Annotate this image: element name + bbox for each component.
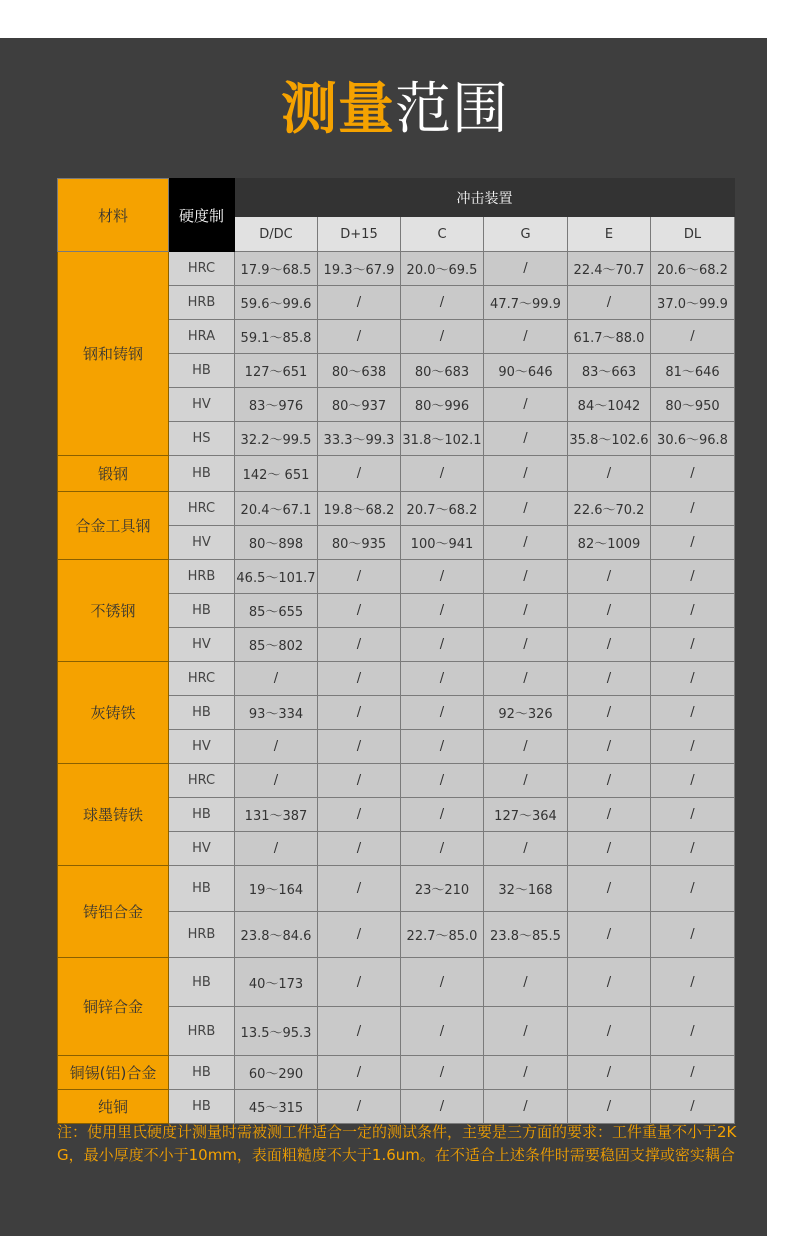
range-value-cell: / bbox=[484, 730, 568, 764]
range-value-cell: 33.3～99.3 bbox=[318, 422, 401, 456]
range-value-cell: 19.8～68.2 bbox=[318, 492, 401, 526]
range-value-cell: / bbox=[401, 958, 484, 1007]
range-value-cell: / bbox=[318, 286, 401, 320]
page-title bbox=[0, 78, 790, 142]
range-value-cell: / bbox=[568, 286, 651, 320]
material-cell: 锻钢 bbox=[58, 456, 169, 492]
range-value-cell: / bbox=[651, 958, 735, 1007]
range-value-cell: 100～941 bbox=[401, 526, 484, 560]
hardness-scale-header: 硬度制 bbox=[169, 179, 235, 252]
range-value-cell: / bbox=[318, 456, 401, 492]
range-value-cell: 93～334 bbox=[235, 696, 318, 730]
range-value-cell: 20.0～69.5 bbox=[401, 252, 484, 286]
material-cell: 铸铝合金 bbox=[58, 866, 169, 958]
range-value-cell: / bbox=[318, 912, 401, 958]
hardness-scale-cell: HB bbox=[169, 958, 235, 1007]
range-value-cell: / bbox=[235, 662, 318, 696]
table-row bbox=[58, 1056, 735, 1090]
range-value-cell: / bbox=[401, 560, 484, 594]
range-value-cell: 23.8～85.5 bbox=[484, 912, 568, 958]
range-value-cell: 127～651 bbox=[235, 354, 318, 388]
table-row bbox=[58, 252, 735, 286]
range-value-cell: / bbox=[484, 958, 568, 1007]
range-value-cell: 80～935 bbox=[318, 526, 401, 560]
device-column-header: C bbox=[401, 217, 484, 252]
range-value-cell: / bbox=[568, 1056, 651, 1090]
range-value-cell: / bbox=[235, 730, 318, 764]
hardness-scale-cell: HV bbox=[169, 730, 235, 764]
range-value-cell: / bbox=[318, 560, 401, 594]
range-value-cell: 92～326 bbox=[484, 696, 568, 730]
range-value-cell: / bbox=[401, 286, 484, 320]
range-value-cell: 80～950 bbox=[651, 388, 735, 422]
device-column-header: G bbox=[484, 217, 568, 252]
range-value-cell: / bbox=[401, 764, 484, 798]
hardness-scale-cell: HV bbox=[169, 388, 235, 422]
range-value-cell: / bbox=[651, 628, 735, 662]
hardness-scale-cell: HB bbox=[169, 1090, 235, 1124]
range-value-cell: / bbox=[568, 912, 651, 958]
range-value-cell: / bbox=[318, 1056, 401, 1090]
footnote: 注：使用里氏硬度计测量时需被测工件适合一定的测试条件，主要是三方面的要求：工件重量不小于2KG，最小厚度不小于10mm，表面粗糙度不大于1.6um。在不适合上述条件时需要稳固支撑或密实耦合 bbox=[57, 1123, 737, 1164]
range-value-cell: 23～210 bbox=[401, 866, 484, 912]
range-value-cell: / bbox=[401, 798, 484, 832]
range-value-cell: / bbox=[484, 492, 568, 526]
table-body bbox=[58, 252, 735, 1124]
range-value-cell: / bbox=[401, 696, 484, 730]
measurement-range-table bbox=[57, 178, 735, 1124]
range-value-cell: / bbox=[568, 764, 651, 798]
range-value-cell: / bbox=[568, 456, 651, 492]
range-value-cell: 30.6～96.8 bbox=[651, 422, 735, 456]
range-value-cell: / bbox=[651, 1007, 735, 1056]
range-value-cell: 35.8～102.6 bbox=[568, 422, 651, 456]
range-value-cell: / bbox=[235, 764, 318, 798]
range-value-cell: / bbox=[484, 1056, 568, 1090]
range-value-cell: / bbox=[484, 456, 568, 492]
range-value-cell: 83～976 bbox=[235, 388, 318, 422]
hardness-scale-cell: HV bbox=[169, 628, 235, 662]
range-value-cell: 22.7～85.0 bbox=[401, 912, 484, 958]
range-value-cell: 22.4～70.7 bbox=[568, 252, 651, 286]
range-value-cell: / bbox=[318, 798, 401, 832]
range-value-cell: / bbox=[651, 764, 735, 798]
range-value-cell: / bbox=[318, 696, 401, 730]
material-cell: 不锈钢 bbox=[58, 560, 169, 662]
hardness-scale-cell: HV bbox=[169, 526, 235, 560]
range-value-cell: 37.0～99.9 bbox=[651, 286, 735, 320]
hardness-scale-cell: HRC bbox=[169, 252, 235, 286]
range-value-cell: / bbox=[651, 832, 735, 866]
range-value-cell: / bbox=[651, 492, 735, 526]
range-value-cell: / bbox=[401, 832, 484, 866]
range-value-cell: / bbox=[318, 832, 401, 866]
range-value-cell: 131～387 bbox=[235, 798, 318, 832]
device-column-header: DL bbox=[651, 217, 735, 252]
impact-device-header: 冲击装置 bbox=[235, 179, 735, 217]
range-value-cell: / bbox=[318, 958, 401, 1007]
range-value-cell: / bbox=[568, 730, 651, 764]
range-value-cell: / bbox=[568, 594, 651, 628]
hardness-scale-cell: HRC bbox=[169, 492, 235, 526]
device-column-header: E bbox=[568, 217, 651, 252]
range-value-cell: 23.8～84.6 bbox=[235, 912, 318, 958]
range-value-cell: 20.4～67.1 bbox=[235, 492, 318, 526]
table-row bbox=[58, 764, 735, 798]
range-value-cell: / bbox=[484, 526, 568, 560]
range-value-cell: 81～646 bbox=[651, 354, 735, 388]
range-value-cell: / bbox=[318, 730, 401, 764]
hardness-scale-cell: HRA bbox=[169, 320, 235, 354]
range-value-cell: 59.1～85.8 bbox=[235, 320, 318, 354]
range-value-cell: / bbox=[318, 866, 401, 912]
range-value-cell: 82～1009 bbox=[568, 526, 651, 560]
range-value-cell: / bbox=[401, 320, 484, 354]
hardness-scale-cell: HB bbox=[169, 354, 235, 388]
range-value-cell: / bbox=[318, 628, 401, 662]
range-value-cell: 32.2～99.5 bbox=[235, 422, 318, 456]
range-value-cell: 84～1042 bbox=[568, 388, 651, 422]
range-value-cell: 61.7～88.0 bbox=[568, 320, 651, 354]
range-value-cell: / bbox=[401, 456, 484, 492]
range-value-cell: / bbox=[318, 764, 401, 798]
range-value-cell: 60～290 bbox=[235, 1056, 318, 1090]
range-value-cell: / bbox=[318, 1007, 401, 1056]
material-cell: 合金工具钢 bbox=[58, 492, 169, 560]
range-value-cell: / bbox=[484, 1090, 568, 1124]
range-value-cell: 32～168 bbox=[484, 866, 568, 912]
range-value-cell: 127～364 bbox=[484, 798, 568, 832]
range-value-cell: / bbox=[651, 526, 735, 560]
material-cell: 球墨铸铁 bbox=[58, 764, 169, 866]
range-value-cell: 40～173 bbox=[235, 958, 318, 1007]
hardness-scale-cell: HB bbox=[169, 456, 235, 492]
table-row bbox=[58, 1090, 735, 1124]
table-row bbox=[58, 662, 735, 696]
hardness-scale-cell: HRB bbox=[169, 1007, 235, 1056]
range-value-cell: / bbox=[568, 662, 651, 696]
range-value-cell: / bbox=[568, 560, 651, 594]
range-value-cell: 142～ 651 bbox=[235, 456, 318, 492]
range-value-cell: / bbox=[568, 798, 651, 832]
range-value-cell: / bbox=[484, 422, 568, 456]
range-value-cell: / bbox=[484, 594, 568, 628]
table-row bbox=[58, 958, 735, 1007]
hardness-scale-cell: HRC bbox=[169, 662, 235, 696]
hardness-scale-cell: HB bbox=[169, 798, 235, 832]
range-value-cell: / bbox=[235, 832, 318, 866]
range-value-cell: / bbox=[318, 662, 401, 696]
material-cell: 铜锡(铝)合金 bbox=[58, 1056, 169, 1090]
hardness-scale-cell: HRC bbox=[169, 764, 235, 798]
table-row bbox=[58, 492, 735, 526]
range-value-cell: / bbox=[484, 832, 568, 866]
range-value-cell: / bbox=[651, 456, 735, 492]
range-value-cell: 90～646 bbox=[484, 354, 568, 388]
range-value-cell: / bbox=[484, 560, 568, 594]
range-value-cell: 59.6～99.6 bbox=[235, 286, 318, 320]
device-column-header: D+15 bbox=[318, 217, 401, 252]
range-value-cell: / bbox=[651, 320, 735, 354]
material-cell: 灰铸铁 bbox=[58, 662, 169, 764]
range-value-cell: / bbox=[484, 662, 568, 696]
hardness-scale-cell: HB bbox=[169, 594, 235, 628]
range-value-cell: / bbox=[401, 662, 484, 696]
range-value-cell: / bbox=[651, 696, 735, 730]
table-row bbox=[58, 456, 735, 492]
material-cell: 钢和铸钢 bbox=[58, 252, 169, 456]
range-value-cell: / bbox=[568, 1007, 651, 1056]
range-value-cell: 17.9～68.5 bbox=[235, 252, 318, 286]
range-value-cell: 20.7～68.2 bbox=[401, 492, 484, 526]
range-value-cell: / bbox=[651, 798, 735, 832]
range-value-cell: 80～638 bbox=[318, 354, 401, 388]
table-row bbox=[58, 866, 735, 912]
range-value-cell: / bbox=[651, 866, 735, 912]
range-value-cell: 80～683 bbox=[401, 354, 484, 388]
hardness-scale-cell: HB bbox=[169, 1056, 235, 1090]
range-value-cell: 47.7～99.9 bbox=[484, 286, 568, 320]
range-value-cell: / bbox=[401, 1090, 484, 1124]
range-value-cell: / bbox=[651, 560, 735, 594]
range-value-cell: 22.6～70.2 bbox=[568, 492, 651, 526]
range-value-cell: / bbox=[568, 696, 651, 730]
title-highlight: 测量 bbox=[281, 77, 395, 142]
hardness-scale-cell: HB bbox=[169, 866, 235, 912]
range-value-cell: / bbox=[401, 628, 484, 662]
range-value-cell: / bbox=[651, 912, 735, 958]
range-value-cell: / bbox=[568, 958, 651, 1007]
range-value-cell: / bbox=[568, 866, 651, 912]
range-value-cell: 13.5～95.3 bbox=[235, 1007, 318, 1056]
range-value-cell: / bbox=[401, 1056, 484, 1090]
range-value-cell: / bbox=[484, 252, 568, 286]
range-value-cell: / bbox=[401, 594, 484, 628]
range-value-cell: 19.3～67.9 bbox=[318, 252, 401, 286]
hardness-scale-cell: HRB bbox=[169, 286, 235, 320]
range-value-cell: 45～315 bbox=[235, 1090, 318, 1124]
range-value-cell: 80～937 bbox=[318, 388, 401, 422]
range-value-cell: / bbox=[484, 628, 568, 662]
device-column-header: D/DC bbox=[235, 217, 318, 252]
hardness-scale-cell: HB bbox=[169, 696, 235, 730]
range-value-cell: / bbox=[318, 1090, 401, 1124]
range-value-cell: 19～164 bbox=[235, 866, 318, 912]
range-value-cell: / bbox=[651, 730, 735, 764]
table-row bbox=[58, 560, 735, 594]
range-value-cell: / bbox=[651, 1056, 735, 1090]
range-value-cell: 31.8～102.1 bbox=[401, 422, 484, 456]
material-cell: 纯铜 bbox=[58, 1090, 169, 1124]
range-value-cell: / bbox=[568, 1090, 651, 1124]
range-value-cell: / bbox=[651, 594, 735, 628]
range-value-cell: 85～802 bbox=[235, 628, 318, 662]
material-header: 材料 bbox=[58, 179, 169, 252]
hardness-scale-cell: HV bbox=[169, 832, 235, 866]
range-value-cell: / bbox=[484, 388, 568, 422]
range-value-cell: 85～655 bbox=[235, 594, 318, 628]
range-value-cell: 20.6～68.2 bbox=[651, 252, 735, 286]
hardness-scale-cell: HRB bbox=[169, 560, 235, 594]
range-value-cell: / bbox=[484, 320, 568, 354]
range-value-cell: / bbox=[484, 764, 568, 798]
range-value-cell: / bbox=[568, 832, 651, 866]
range-value-cell: 46.5～101.7 bbox=[235, 560, 318, 594]
hardness-scale-cell: HS bbox=[169, 422, 235, 456]
range-value-cell: 80～996 bbox=[401, 388, 484, 422]
range-value-cell: / bbox=[318, 320, 401, 354]
range-value-cell: / bbox=[484, 1007, 568, 1056]
hardness-scale-cell: HRB bbox=[169, 912, 235, 958]
title-rest: 范围 bbox=[395, 77, 509, 142]
material-cell: 铜锌合金 bbox=[58, 958, 169, 1056]
range-value-cell: / bbox=[401, 1007, 484, 1056]
range-value-cell: / bbox=[401, 730, 484, 764]
range-value-cell: / bbox=[651, 1090, 735, 1124]
range-value-cell: / bbox=[651, 662, 735, 696]
range-value-cell: / bbox=[318, 594, 401, 628]
range-value-cell: 80～898 bbox=[235, 526, 318, 560]
range-value-cell: / bbox=[568, 628, 651, 662]
range-value-cell: 83～663 bbox=[568, 354, 651, 388]
